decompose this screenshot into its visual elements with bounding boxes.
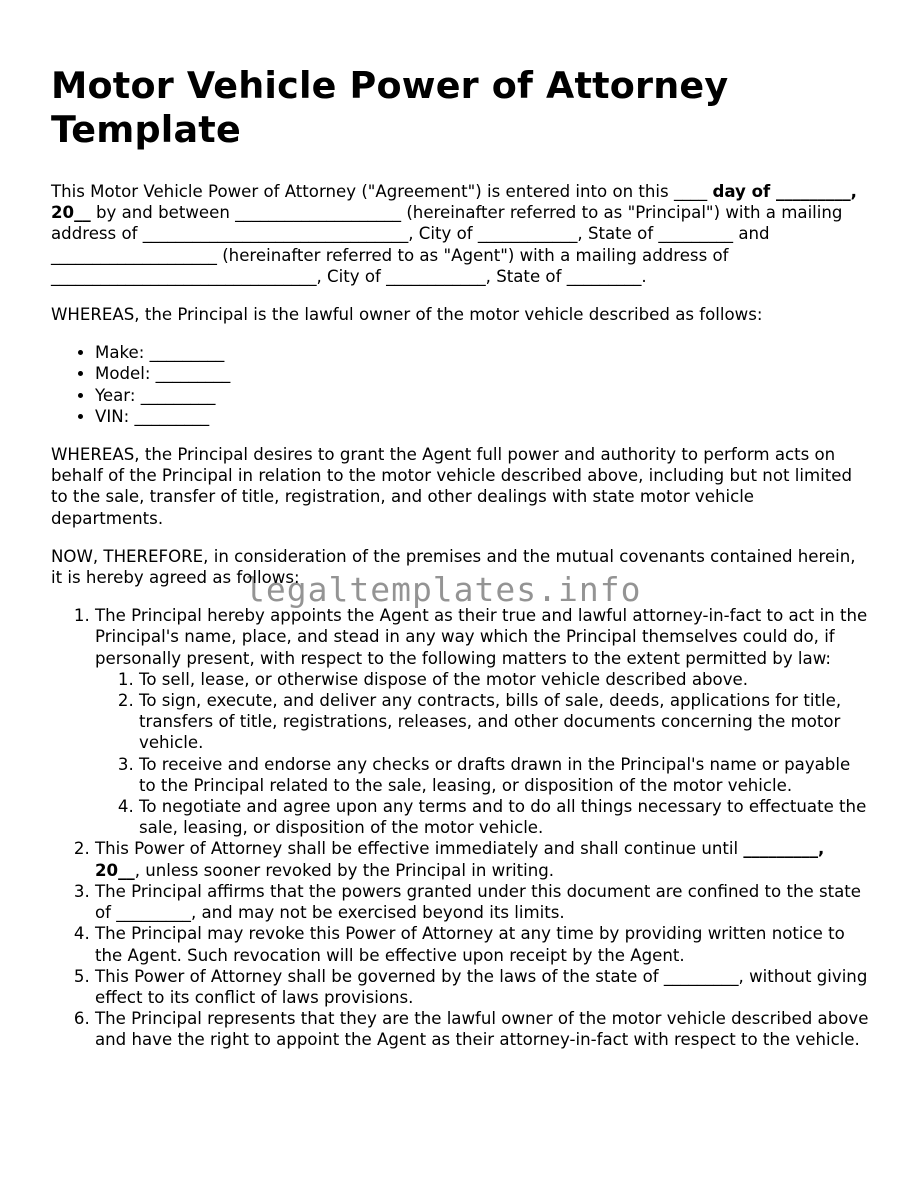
clause-1-item: 1. To sell, lease, or otherwise dispose of the motor vehicle described above. [139, 669, 871, 690]
clause-1-item: 2. To sign, execute, and deliver any contracts, bills of sale, deeds, applications for title, transfers of title, registrations, releases, and other documents concerning the motor vehicle. [139, 690, 871, 754]
watermark: legaltemplates.info [245, 570, 642, 609]
intro-text-1: This Motor Vehicle Power of Attorney ("Agreement") is entered into on this ____ [51, 182, 713, 201]
clause-2-text-c: , unless sooner revoked by the Principal in writing. [134, 860, 555, 880]
clause-2 [95, 838, 871, 880]
clause-1-item: 3. To receive and endorse any checks or drafts drawn in the Principal's name or payable to the Principal related to the sale, leasing, or disposition of the motor vehicle. [139, 754, 871, 796]
clause-3: 3. The Principal affirms that the powers granted under this document are confined to the state of _________, and may not be exercised beyond its limits. [95, 881, 871, 923]
vehicle-make-field: • Make: _________ [95, 342, 871, 363]
vehicle-vin-field: • VIN: _________ [95, 406, 871, 427]
vehicle-details-list [51, 342, 871, 427]
clause-5: 5. This Power of Attorney shall be governed by the laws of the state of _________, without giving effect to its conflict of laws provisions. [95, 966, 871, 1008]
intro-text-2: by and between ____________________ (hereinafter referred to as "Principal") with a mailing address of ________________________________, City of ____________, State of _________ and ____________________ (hereinafter referred to as "Agent") with a mailing address of ________________________________, City of ____________, State of _________. [51, 203, 843, 286]
clauses-list [51, 605, 871, 1050]
vehicle-year-field: • Year: _________ [95, 385, 871, 406]
clause-1 [95, 605, 871, 838]
whereas-authority: WHEREAS, the Principal desires to grant the Agent full power and authority to perform acts on behalf of the Principal in relation to the motor vehicle described above, including but not limited to the sale, transfer of title, registration, and other dealings with state motor vehicle departments. [51, 445, 853, 528]
intro-date-blank: day of _________, 20__ [51, 182, 857, 223]
clause-2-text-a: This Power of Attorney shall be effective immediately and shall continue until [95, 839, 744, 859]
clause-6: 6. The Principal represents that they are the lawful owner of the motor vehicle described above and have the right to appoint the Agent as their attorney-in-fact with respect to the vehicle. [95, 1008, 871, 1050]
document [51, 64, 871, 1051]
clause-1-text: The Principal hereby appoints the Agent as their true and lawful attorney-in-fact to act in the Principal's name, place, and stead in any way which the Principal themselves could do, if personally present, with respect to the following matters to the extent permitted by law: [95, 606, 868, 668]
clause-2-date-blank: _________, 20__ [95, 839, 825, 880]
whereas-ownership: WHEREAS, the Principal is the lawful owner of the motor vehicle described as follows: [51, 305, 763, 325]
page-title: Motor Vehicle Power of Attorney Template [51, 64, 729, 151]
now-therefore-paragraph: NOW, THEREFORE, in consideration of the premises and the mutual covenants contained herein, it is hereby agreed as follows: [51, 546, 856, 588]
intro-paragraph [51, 181, 871, 287]
clause-4: 4. The Principal may revoke this Power of Attorney at any time by providing written notice to the Agent. Such revocation will be effective upon receipt by the Agent. [95, 923, 871, 965]
clause-1-sublist [95, 669, 871, 839]
clause-1-item: 4. To negotiate and agree upon any terms and to do all things necessary to effectuate the sale, leasing, or disposition of the motor vehicle. [139, 796, 871, 838]
vehicle-model-field: • Model: _________ [95, 363, 871, 384]
